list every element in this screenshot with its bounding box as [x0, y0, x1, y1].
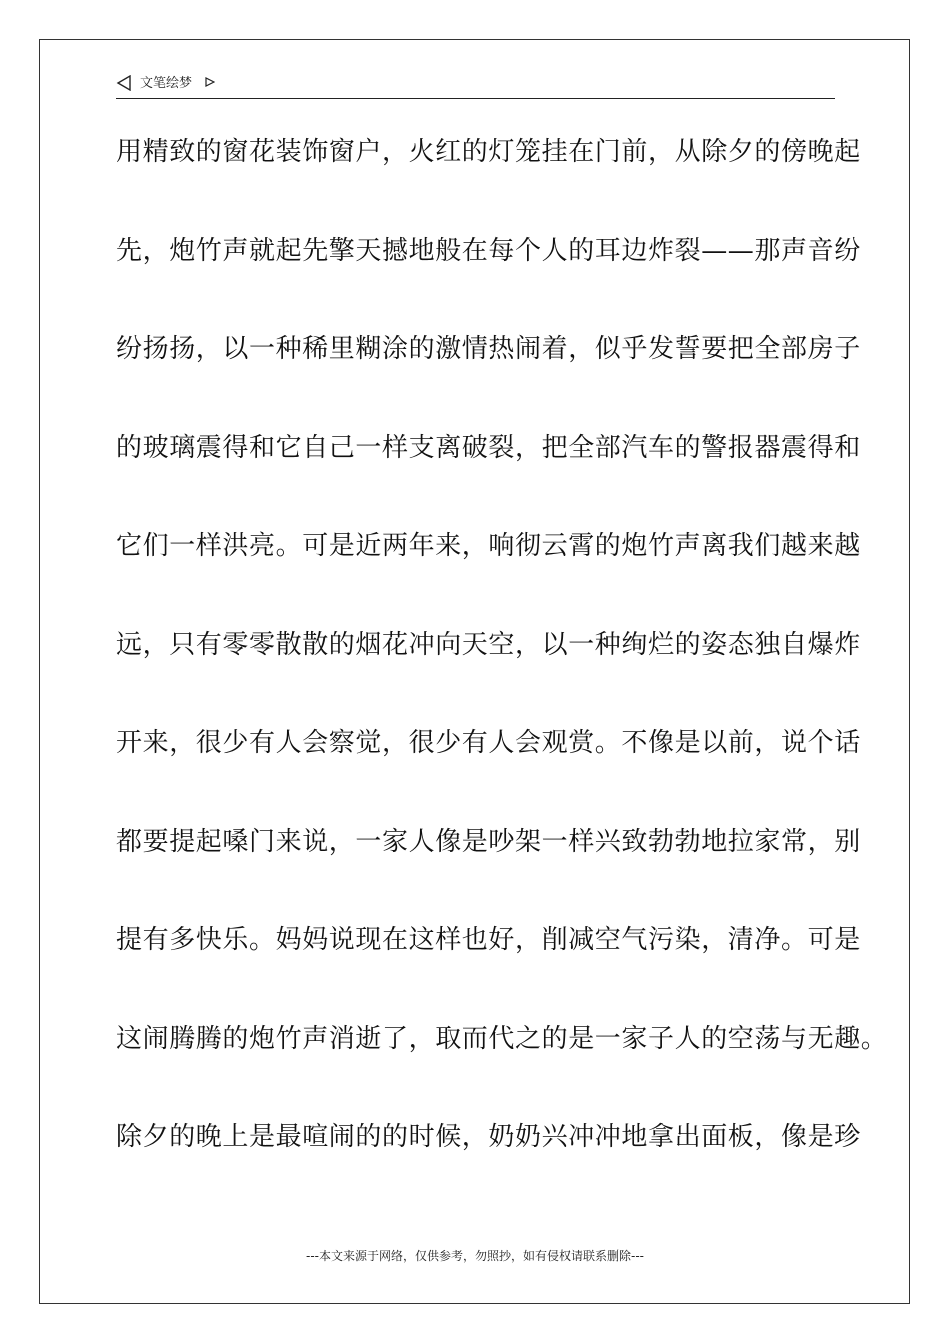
- text-line: 提有多快乐。妈妈说现在这样也好，削减空气污染，清净。可是: [116, 925, 861, 955]
- text-line: 开来，很少有人会察觉，很少有人会观赏。不像是以前，说个话: [116, 728, 861, 758]
- text-line: 都要提起嗓门来说，一家人像是吵架一样兴致勃勃地拉家常，别: [116, 826, 861, 857]
- text-line: 这闹腾腾的炮竹声消逝了，取而代之的是一家子人的空荡与无趣。: [116, 1023, 888, 1054]
- document-body: [116, 130, 888, 1214]
- triangle-right-icon: [205, 77, 215, 87]
- text-line: 先，炮竹声就起先擎天撼地般在每个人的耳边炸裂——那声音纷: [116, 235, 861, 266]
- text-line: 远，只有零零散散的烟花冲向天空，以一种绚烂的姿态独自爆炸: [116, 629, 861, 660]
- page-header: [116, 72, 835, 99]
- triangle-left-icon: [116, 75, 132, 91]
- text-line: 纷扬扬，以一种稀里糊涂的激情热闹着，似乎发誓要把全部房子: [116, 334, 861, 364]
- header-title: 文笔绘梦: [140, 76, 193, 91]
- text-line: 用精致的窗花装饰窗户，火红的灯笼挂在门前，从除夕的傍晚起: [116, 137, 861, 167]
- footer-disclaimer: ---本文来源于网络，仅供参考，勿照抄，如有侵权请联系删除---: [306, 1249, 644, 1263]
- text-line: 的玻璃震得和它自己一样支离破裂，把全部汽车的警报器震得和: [116, 432, 861, 463]
- text-line: 除夕的晚上是最喧闹的的时候，奶奶兴冲冲地拿出面板，像是珍: [116, 1122, 861, 1152]
- text-line: 它们一样洪亮。可是近两年来，响彻云霄的炮竹声离我们越来越: [116, 531, 861, 561]
